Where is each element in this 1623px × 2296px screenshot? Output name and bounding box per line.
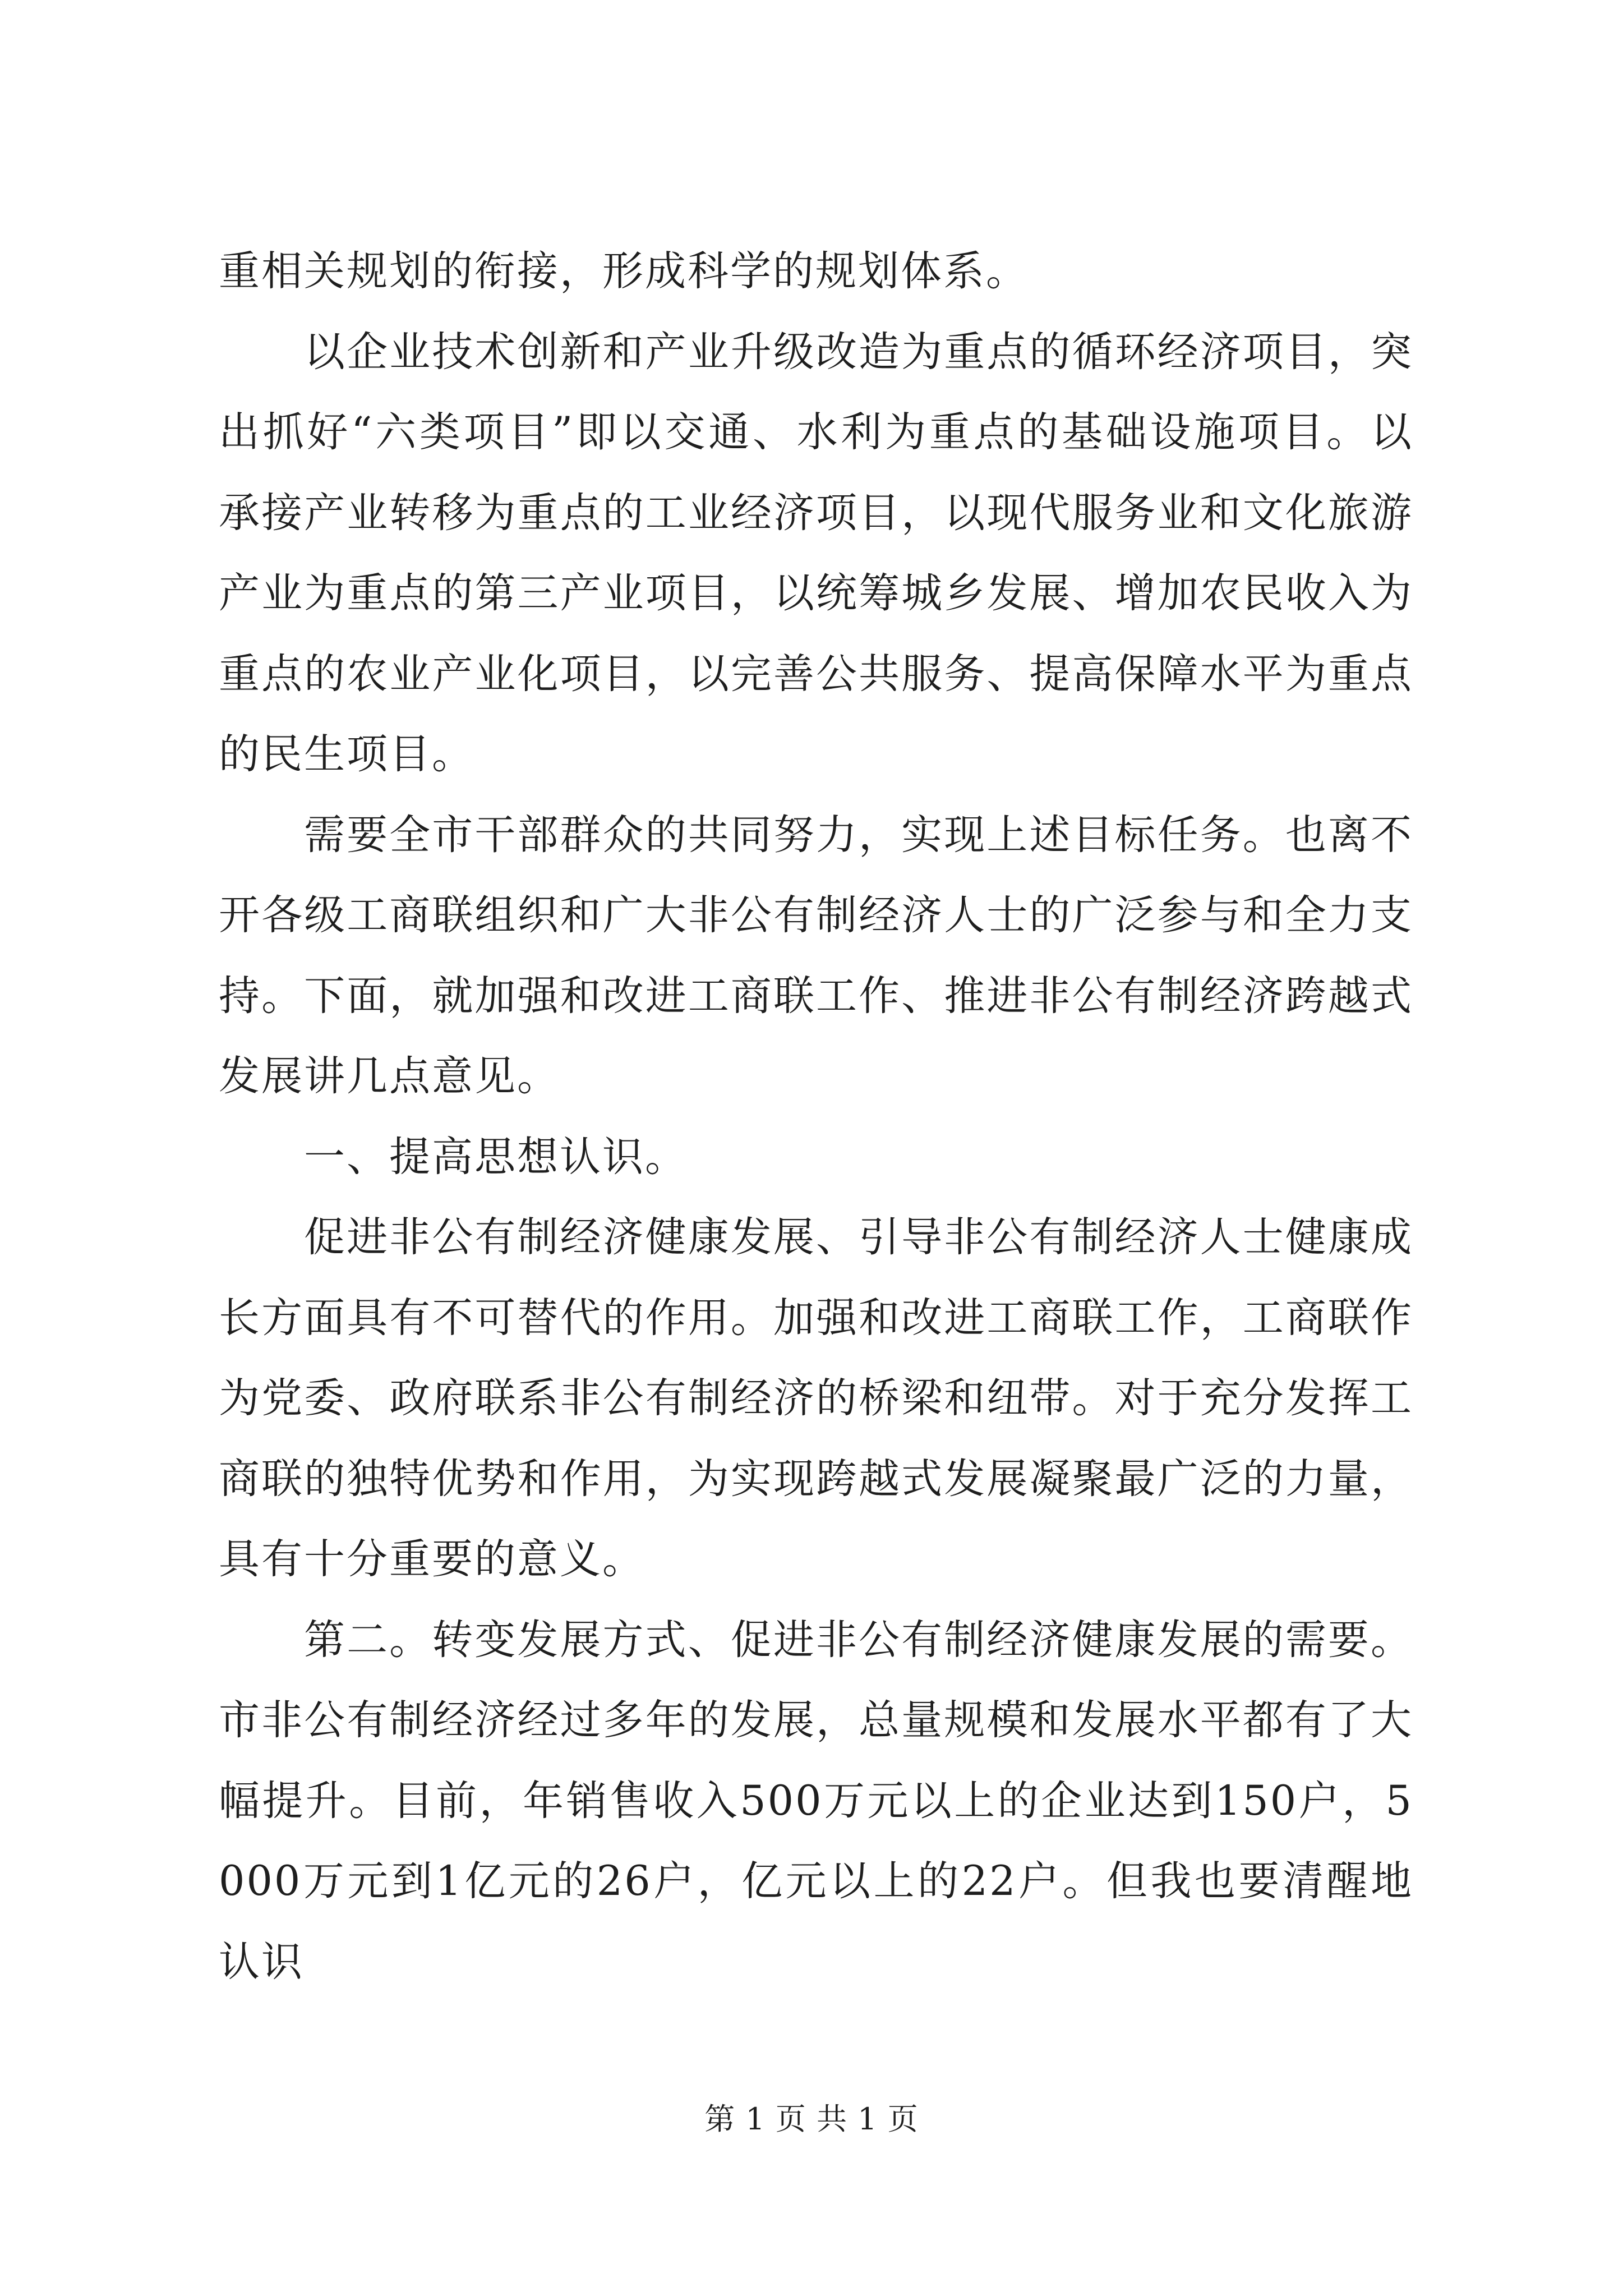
paragraph: 第二。转变发展方式、促进非公有制经济健康发展的需要。市非公有制经济经过多年的发展，总量规模和发展水平都有了大幅提升。目前，年销售收入500万元以上的企业达到150户，5000万元到1亿元的26户，亿元以上的22户。但我也要清醒地认识 (219, 1616, 1413, 1986)
page-number-footer: 第 1 页 共 1 页 (704, 2101, 919, 2137)
paragraph: 重相关规划的衔接，形成科学的规划体系。 (219, 247, 1029, 295)
paragraph: 需要全市干部群众的共同努力，实现上述目标任务。也离不开各级工商联组织和广大非公有制经济人士的广泛参与和全力支持。下面，就加强和改进工商联工作、推进非公有制经济跨越式发展讲几点意见。 (219, 811, 1413, 1100)
section-heading: 一、提高思想认识。 (304, 1133, 688, 1181)
paragraph: 促进非公有制经济健康发展、引导非公有制经济人士健康成长方面具有不可替代的作用。加强和改进工商联工作，工商联作为党委、政府联系非公有制经济的桥梁和纽带。对于充分发挥工商联的独特优势和作用，为实现跨越式发展凝聚最广泛的力量，具有十分重要的意义。 (219, 1213, 1413, 1583)
document-body (219, 231, 1413, 2002)
paragraph: 以企业技术创新和产业升级改造为重点的循环经济项目，突出抓好“六类项目”即以交通、水利为重点的基础设施项目。以承接产业转移为重点的工业经济项目，以现代服务业和文化旅游产业为重点的第三产业项目，以统筹城乡发展、增加农民收入为重点的农业产业化项目，以完善公共服务、提高保障水平为重点的民生项目。 (219, 328, 1413, 778)
